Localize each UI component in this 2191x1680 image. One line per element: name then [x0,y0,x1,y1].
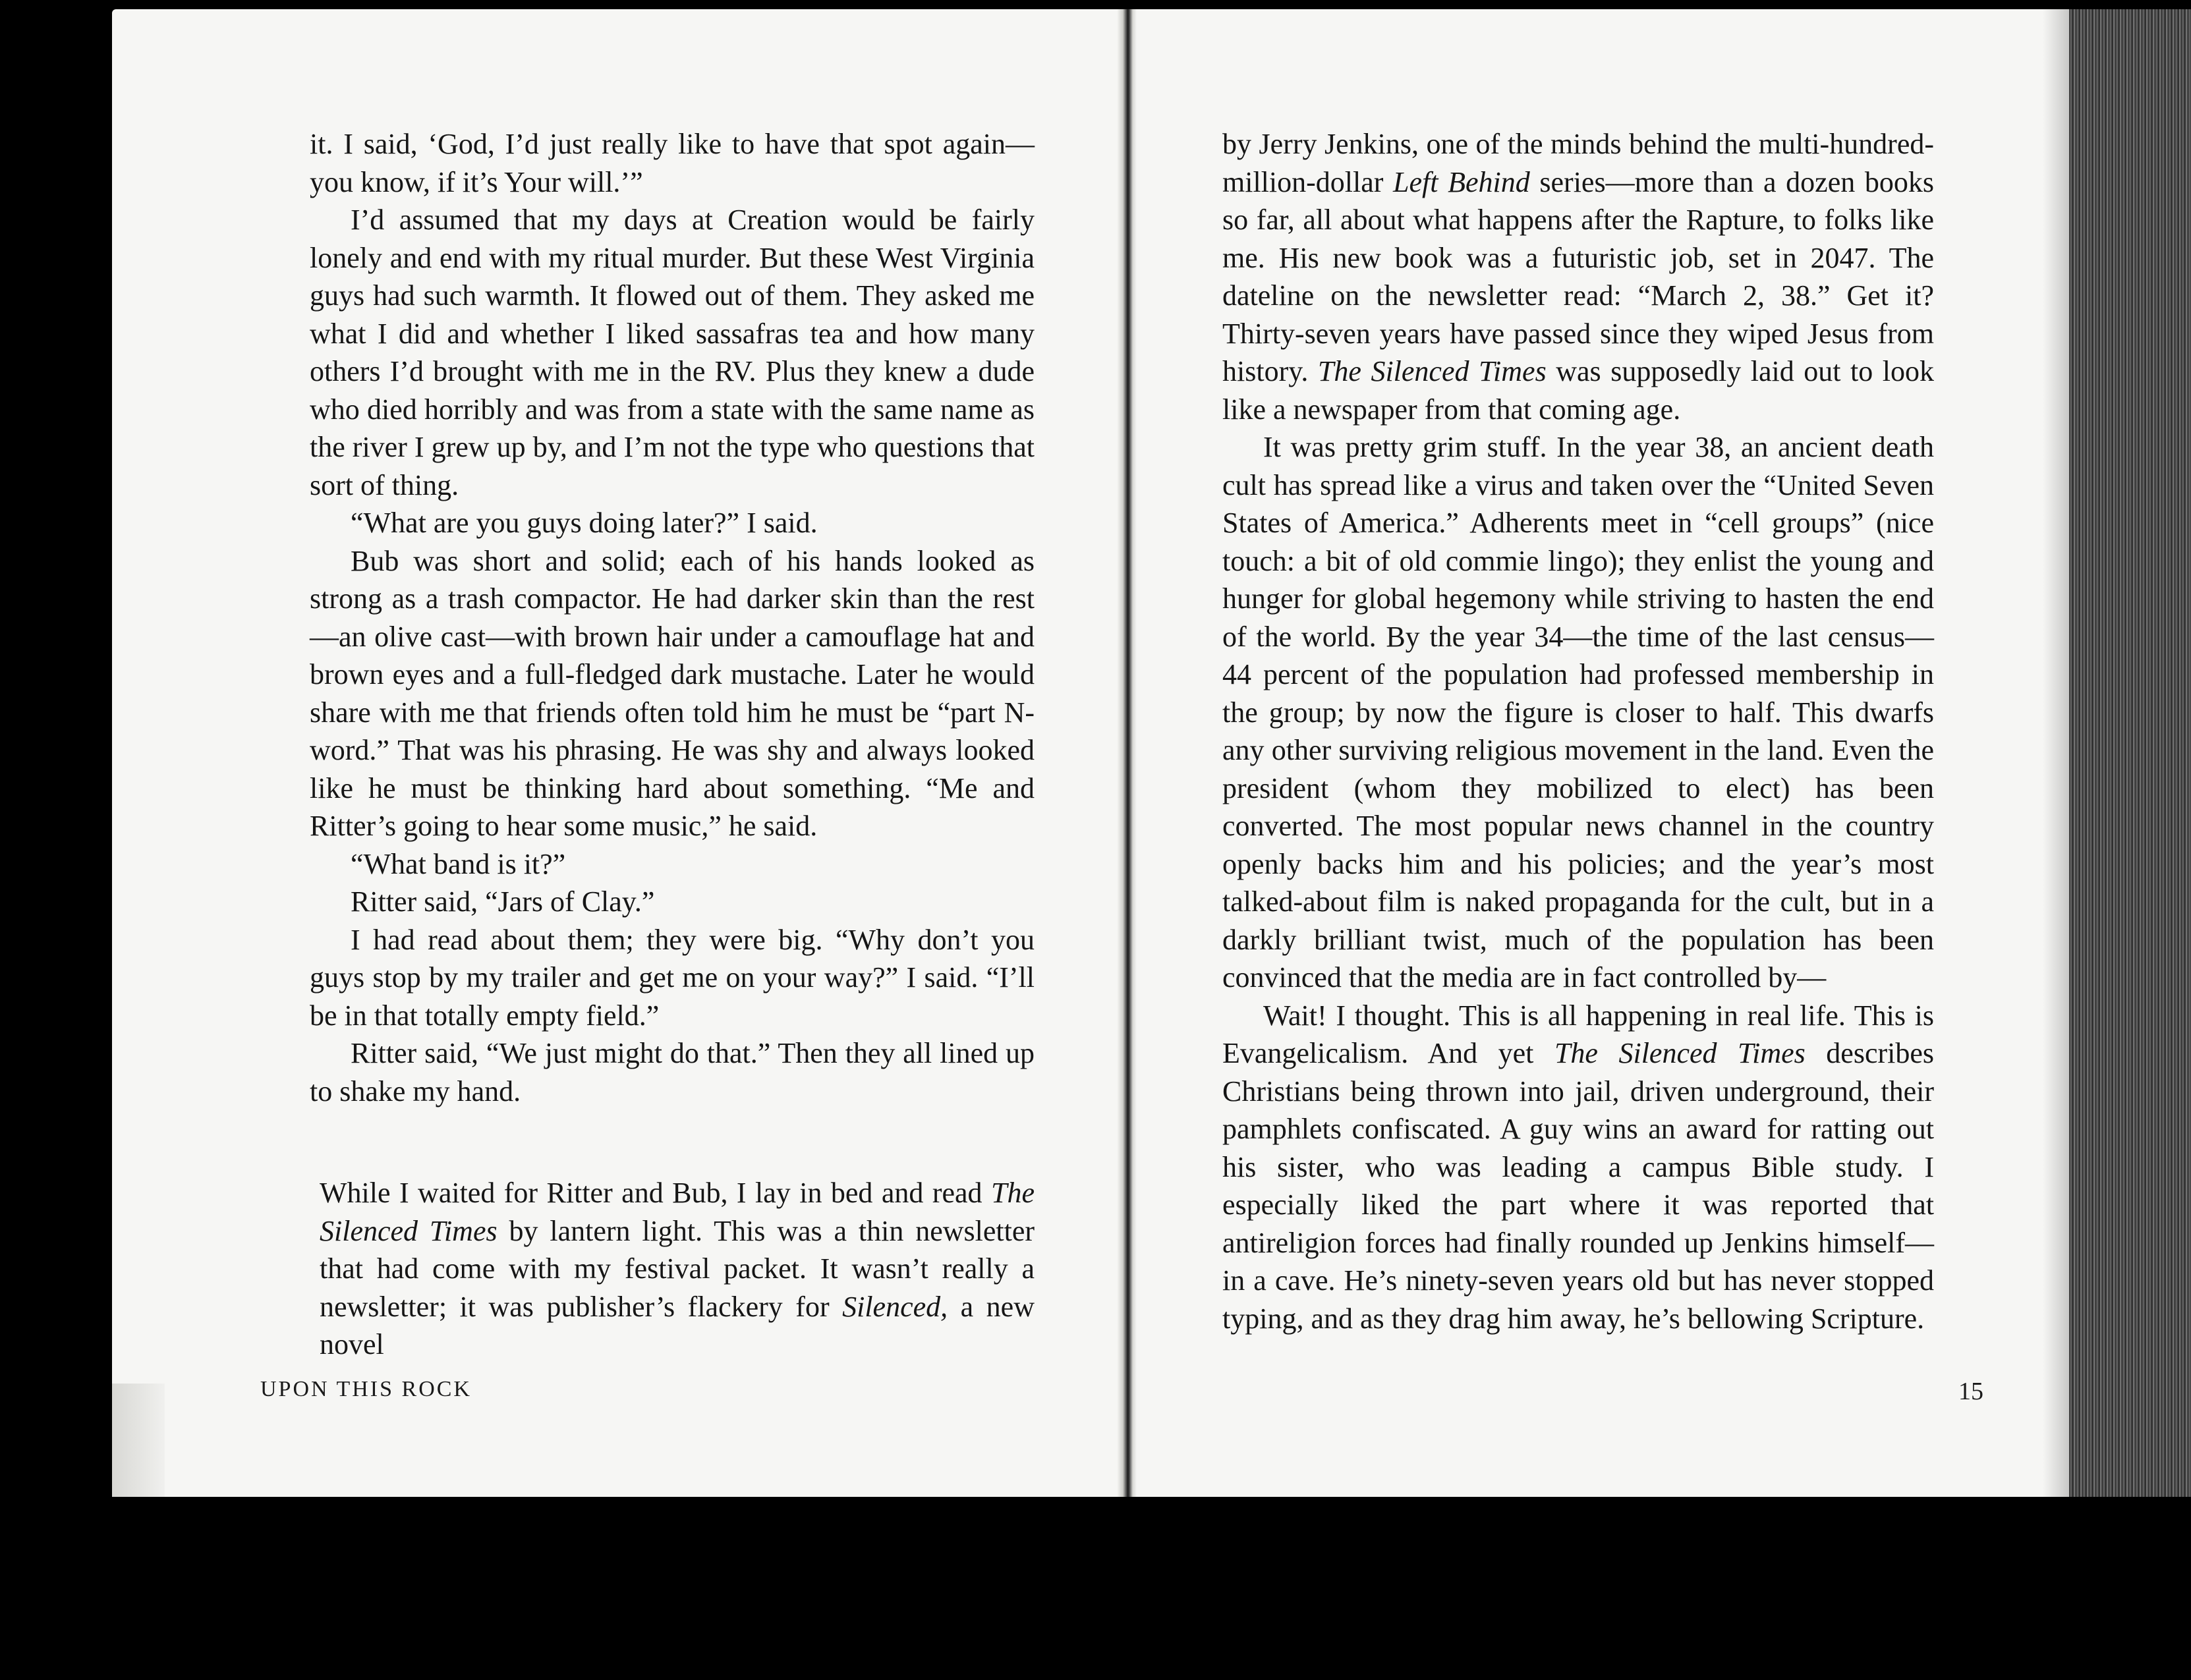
book-title: Silenced, [842,1290,948,1323]
running-head: UPON THIS ROCK [260,1377,472,1401]
newsletter-title: The Silenced Times [1554,1037,1806,1069]
paragraph: I had read about them; they were big. “Why don’t you guys stop by my trailer and get me on your way?” I said. “I’ll be in that totally empty field.” [310,923,1035,1032]
text-run: describes Christians being thrown into jail, driven underground, their pamphlets confiscated. A guy wins an award for ratting out his sister, who was leading a campus Bible study. I especially liked the part where it was reported that antireligion forces had finally rounded up Jenkins himself—in a cave. He’s ninety-seven years old but has never stopped typing, and as they drag him away, he’s bellowing Scripture. [1222,1037,1935,1335]
newsletter-title: The Silenced Times [1317,355,1547,387]
left-page-section-break-text [320,1174,1035,1364]
paragraph: Ritter said, “Jars of Clay.” [351,885,655,918]
paragraph: I’d assumed that my days at Creation would be fairly lonely and end with my ritual murder. But these West Virginia guys had such warmth. It flowed out of them. They asked me what I did and whether I liked sassafras tea and how many others I’d brought with me in the RV. Plus they knew a dude who died horribly and was from a state with the same name as the river I grew up by, and I’m not the type who questions that sort of thing. [310,204,1035,501]
text-run: a new novel [320,1290,1035,1360]
paragraph: “What are you guys doing later?” I said. [351,507,818,539]
text-run: series—more than a dozen books so far, all about what happens after the Rapture, to folks like me. His new book was a futuristic job, set in 2047. The dateline on the newsletter read: “March 2, 38.” Get it? Thirty-seven years have passed since they wiped Jesus from history. [1222,165,1934,387]
text-run: by lantern light. This was a thin newsletter that had come with my festival packet. It wasn’t really a newsletter; it was publisher’s flackery for [320,1214,1035,1323]
paragraph: it. I said, ‘God, I’d just really like to have that spot again—you know, if it’s Your will.’” [310,128,1035,198]
text-run: by Jerry Jenkins, one of the minds behind the multi-hundred-million-dollar [1222,128,1934,198]
stacked-page-edges [2069,9,2191,1497]
right-page-text [1222,125,1934,1337]
paragraph: “What band is it?” [351,847,566,880]
series-title: Left Behind [1393,165,1530,198]
paragraph: Bub was short and solid; each of his hands looked as strong as a trash compactor. He had darker skin than the rest—an olive cast—with brown hair under a camouflage hat and brown eyes and a full-fledged dark mustache. Later he would share with me that friends often told him he must be “part N-word.” That was his phrasing. He was shy and always looked like he must be thinking hard about something. “Me and Ritter’s going to hear some music,” he said. [310,544,1035,842]
book-gutter [1117,9,1137,1497]
page-number: 15 [1958,1378,1983,1405]
paragraph [1222,125,1934,428]
left-page-edge [112,1384,165,1497]
text-run: was supposedly laid out to look like a newspaper from that coming age. [1222,355,1934,426]
newsletter-title: The Silenced Times [320,1177,1035,1247]
paragraph [1222,997,1934,1338]
paragraph [320,1174,1035,1364]
paragraph: Ritter said, “We just might do that.” Then they all lined up to shake my hand. [310,1037,1035,1107]
text-run: While I waited for Ritter and Bub, I lay in bed and read [320,1177,991,1209]
paragraph: It was pretty grim stuff. In the year 38, an ancient death cult has spread like a virus and taken over the “United Seven States of America.” Adherents meet in “cell groups” (nice touch: a bit of old commie lingo); they enlist the young and hunger for global hegemony while striving to hasten the end of the world. By the year 34—the time of the last census—44 percent of the population had professed membership in the group; by now the figure is closer to half. This dwarfs any other surviving religious movement in the land. Even the president (whom they mobilized to elect) has been converted. The most popular news channel in the country openly backs him and his policies; and the year’s most talked-about film is naked propaganda for the cult, but in a darkly brilliant twist, much of the population has been convinced that the media are in fact controlled by— [1222,431,1934,994]
left-page-text [310,125,1035,1110]
text-run: Wait! I thought. This is all happening in real life. This is Evangelicalism. And yet [1222,999,1934,1069]
